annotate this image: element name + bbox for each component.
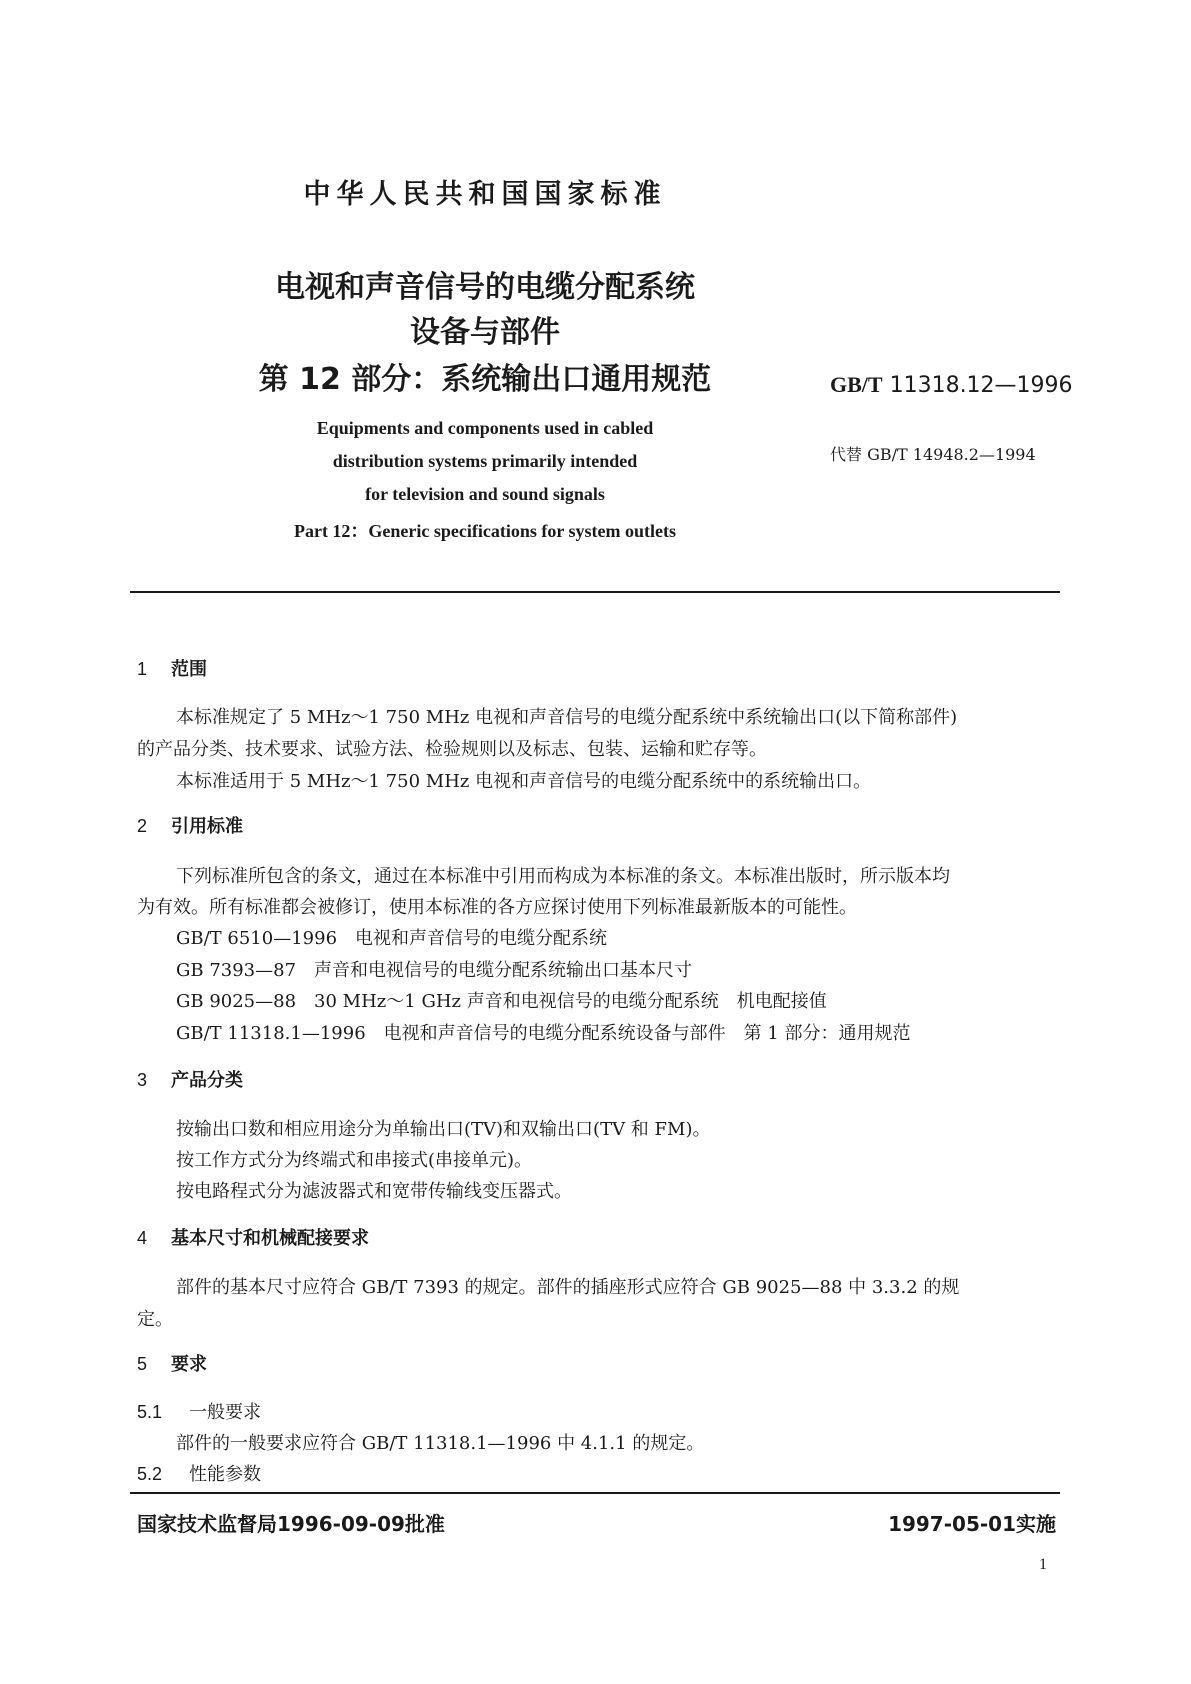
subsection-5-1-title: 一般要求	[189, 1402, 261, 1423]
subsection-5-1-number: 5.1	[137, 1402, 163, 1422]
section-5-title: 要求	[171, 1354, 207, 1375]
approval-date: 国家技术监督局1996-09-09批准	[137, 1512, 445, 1536]
subsection-5-2-title: 性能参数	[189, 1464, 261, 1485]
standard-number	[830, 372, 1073, 398]
standard-prefix: GB/T	[830, 372, 883, 397]
section-3-heading	[137, 1066, 243, 1092]
national-standard-heading: 中华人民共和国国家标准	[303, 179, 667, 210]
section-1-para-2: 本标准适用于 5 MHz～1 750 MHz 电视和声音信号的电缆分配系统中的系统输出口。	[176, 771, 872, 792]
subsection-5-1-heading	[137, 1398, 261, 1424]
classification-line: 按输出口数和相应用途分为单输出口(TV)和双输出口(TV 和 FM)。	[176, 1119, 711, 1140]
title-en-line-1: Equipments and components used in cabled	[316, 418, 654, 438]
section-1-para-1a: 本标准规定了 5 MHz～1 750 MHz 电视和声音信号的电缆分配系统中系统输出口(以下简称部件)	[176, 707, 958, 728]
standard-code: 11318.12—1996	[889, 373, 1073, 398]
footer-divider	[130, 1492, 1060, 1494]
title-en-line-2: distribution systems primarily intended	[332, 451, 638, 471]
effective-date: 1997-05-01实施	[888, 1512, 1056, 1536]
section-4-para-1a: 部件的基本尺寸应符合 GB/T 7393 的规定。部件的插座形式应符合 GB 9025—88 中 3.3.2 的规	[176, 1277, 960, 1298]
section-4-para-1b: 定。	[137, 1309, 173, 1330]
section-5-number: 5	[137, 1354, 148, 1374]
subsection-5-1-text: 部件的一般要求应符合 GB/T 11318.1—1996 中 4.1.1 的规定。	[176, 1433, 705, 1454]
section-5-heading	[137, 1350, 207, 1376]
title-cn-line-1: 电视和声音信号的电缆分配系统	[275, 270, 695, 305]
section-2-title: 引用标准	[171, 816, 243, 837]
section-4-heading	[137, 1224, 369, 1250]
section-1-number: 1	[137, 659, 148, 679]
section-1-title: 范围	[171, 659, 207, 680]
section-3-title: 产品分类	[171, 1070, 243, 1091]
reference-item: GB/T 6510—1996 电视和声音信号的电缆分配系统	[176, 928, 608, 949]
section-2-para-1b: 为有效。所有标准都会被修订，使用本标准的各方应探讨使用下列标准最新版本的可能性。	[137, 897, 857, 918]
header-divider	[130, 591, 1060, 593]
classification-line: 按电路程式分为滤波器式和宽带传输线变压器式。	[176, 1181, 572, 1202]
subsection-5-2-heading	[137, 1460, 261, 1486]
section-1-para-1b: 的产品分类、技术要求、试验方法、检验规则以及标志、包装、运输和贮存等。	[137, 739, 767, 760]
title-cn-line-2: 设备与部件	[410, 315, 560, 350]
reference-item: GB 9025—88 30 MHz～1 GHz 声音和电视信号的电缆分配系统 机电配接值	[176, 991, 827, 1012]
section-4-number: 4	[137, 1228, 148, 1248]
section-2-para-1a: 下列标准所包含的条文，通过在本标准中引用而构成为本标准的条文。本标准出版时，所示版本均	[176, 866, 950, 887]
reference-item: GB/T 11318.1—1996 电视和声音信号的电缆分配系统设备与部件 第 1 部分：通用规范	[176, 1023, 911, 1044]
subsection-5-2-number: 5.2	[137, 1464, 163, 1484]
section-1-heading	[137, 655, 207, 681]
section-2-heading	[137, 812, 243, 838]
replaces-note: 代替 GB/T 14948.2—1994	[830, 445, 1036, 464]
title-en-line-4: Part 12：Generic specifications for system outlets	[293, 521, 677, 541]
title-cn-line-3: 第 12 部分：系统输出口通用规范	[258, 362, 712, 397]
section-2-number: 2	[137, 816, 148, 836]
section-4-title: 基本尺寸和机械配接要求	[171, 1228, 369, 1249]
classification-line: 按工作方式分为终端式和串接式(串接单元)。	[176, 1150, 533, 1171]
title-en-line-3: for television and sound signals	[365, 484, 605, 504]
page-number: 1	[1039, 1556, 1047, 1573]
reference-item: GB 7393—87 声音和电视信号的电缆分配系统输出口基本尺寸	[176, 960, 693, 981]
section-3-number: 3	[137, 1070, 148, 1090]
